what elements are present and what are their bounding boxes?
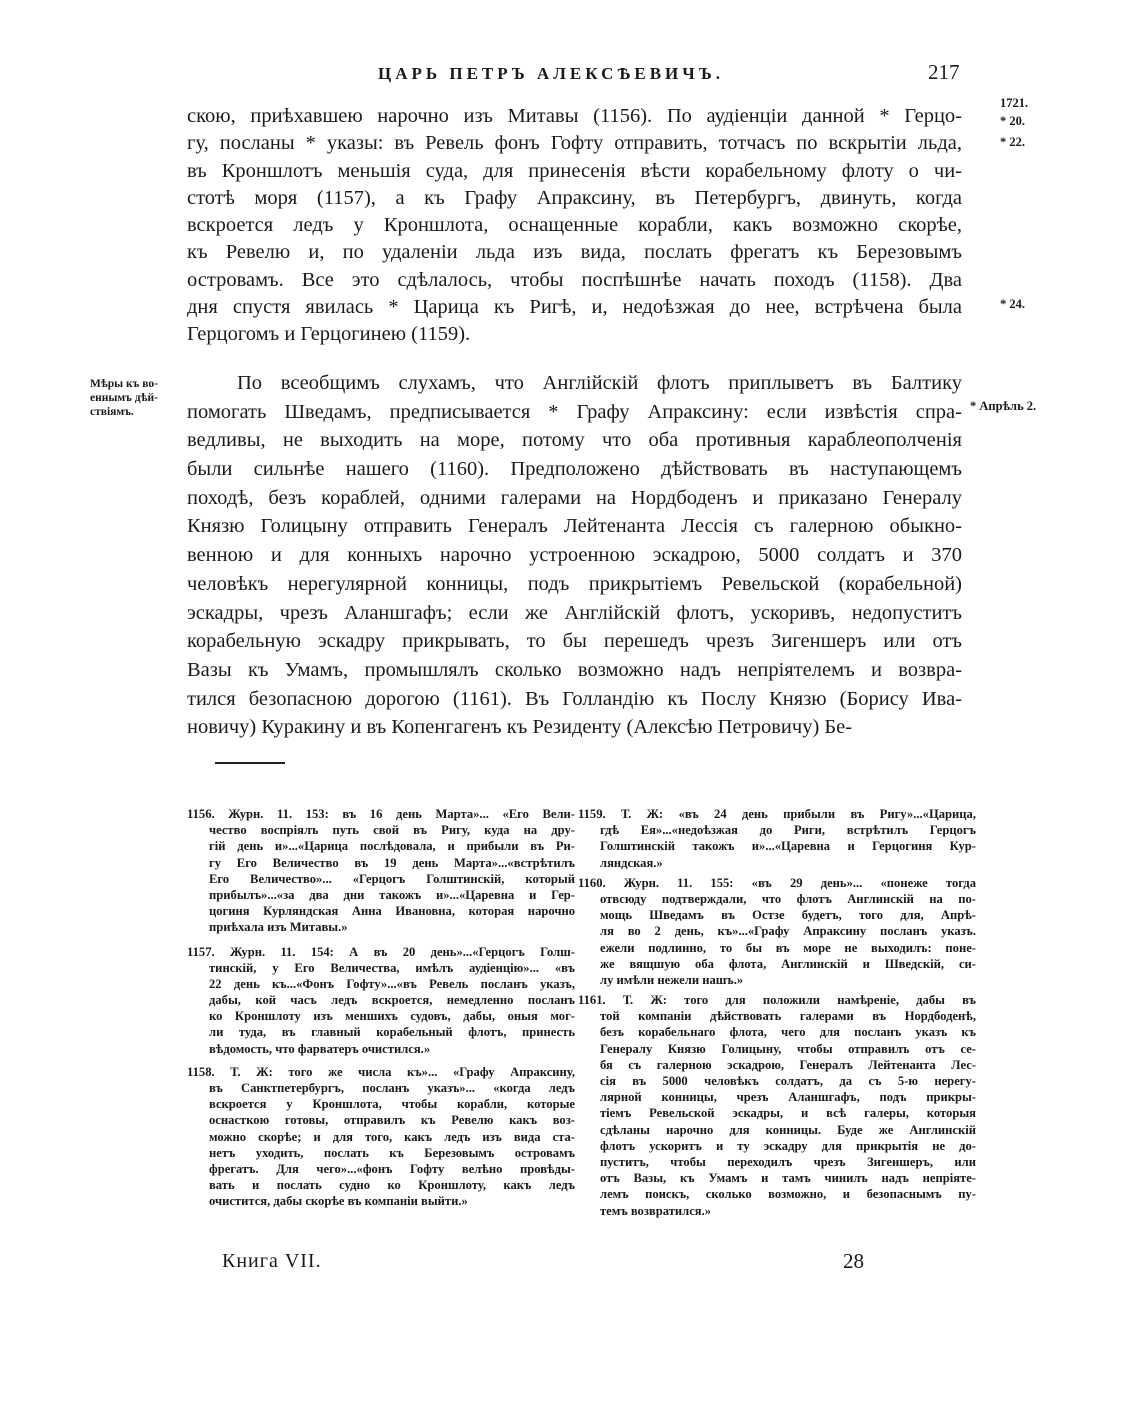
footnote-line: Его Величество»... «Герцогъ Голштинскій, который [209,871,575,886]
text-line: походѣ, безъ кораблей, одними галерами на Нордбоденъ и приказано Генералу [187,486,962,509]
text-line: Герцогомъ и Герцогинею (1159). [187,323,471,346]
footnote-line: 1156. Журн. 11. 153: въ 16 день Марта»... «Его Вели- [187,807,575,821]
footnote-line: лемъ поискъ, сколько возможно, и безопаснымъ пу- [600,1187,976,1202]
paragraph-1 [187,103,962,349]
footnote-line: цогиня Курляндская Анна Ивановна, которая нарочно [209,904,575,919]
text-line: человѣкъ нерегулярной конницы, подъ прикрытіемъ Ревельской (корабельной) [187,572,962,595]
footnotes-right-column [578,806,976,1219]
footer-signature: 28 [843,1249,864,1273]
page-number: 217 [928,60,960,84]
footnote-line: очистится, дабы скорѣе въ компаніи выйти.» [209,1194,468,1209]
footnote-line: ляндская.» [600,855,663,870]
text-line: эскадры, чрезъ Аланшгафъ; если же Англійскій флотъ, ускоривъ, недопуститъ [187,601,962,624]
text-line: новичу) Куракину и въ Копенгагенъ къ Резиденту (Алексѣю Петровичу) Бе- [187,716,853,739]
side-note-line: ствіямъ. [90,406,134,418]
footnote-line: 1157. Журн. 11. 154: А въ 20 день»...«Герцогъ Голш- [187,944,575,959]
footnote-line: мощь Шведамъ въ Остзе будетъ, того для, Апрѣ- [600,908,976,923]
text-line: тился безопасною дорогою (1161). Въ Голландію къ Послу Князю (Борису Ива- [187,687,962,710]
footnote-line: же вящшую оба флота, Англинскій и Шведскій, си- [600,956,976,971]
footnote-line: Генералу Князю Голицыну, чтобы отправилъ отъ се- [600,1041,976,1056]
footnote-line: ко Кроншлоту изъ меншихъ судовъ, дабы, оныя мог- [209,1009,575,1024]
text-line: къ Ревелю и, по удаленіи льда изъ вида, послать фрегатъ къ Березовымъ [187,241,962,264]
margin-date-year: 1721. [1000,96,1029,110]
footnote-line: лярной конницы, чрезъ Аланшгафъ, подъ прикры- [600,1090,976,1105]
footnote-line: въ Санктпетербургъ, посланъ указъ»... «когда ледъ [209,1081,575,1095]
footnote-line: сія въ 5000 человѣкъ солдатъ, да съ 5-ю нерегу- [600,1074,976,1088]
side-note-line: Мѣры къ во- [90,378,158,390]
footnote-1159 [578,806,976,871]
margin-date: * 22. [1000,135,1025,149]
footnote-line: лу имѣли нежели нашъ.» [600,972,744,987]
footnote-line: дабы, кой часъ ледъ вскроется, немедленно посланъ [209,993,575,1008]
footnote-line: отъ Вазы, къ Умамъ и тамъ чинилъ надъ непріяте- [600,1171,976,1186]
footnote-line: 1158. Т. Ж: того же числа къ»... «Графу Апраксину, [187,1064,575,1079]
footnote-line: сдѣланы нарочно для конницы. Буде же Англинскій [600,1122,976,1137]
footnote-line: 1160. Журн. 11. 155: «въ 29 день»... «понеже тогда [578,875,976,890]
footnote-line: гій день и»...«Царица послѣдовала, и прибыли въ Ри- [209,839,575,854]
text-line: По всеобщимъ слухамъ, что Англійскій флотъ приплыветъ въ Балтику [237,372,962,394]
footnote-1158 [187,1064,575,1210]
footnote-line: вать и послать судно ко Кроншлоту, какъ ледъ [209,1178,575,1193]
footnote-line: бя съ галерною эскадрою, Генералъ Лейтенанта Лес- [600,1057,976,1072]
footer-book-label: Книга VII. [222,1250,322,1272]
footnote-1161 [578,992,976,1219]
text-line: корабельную эскадру прикрывать, то бы перешедъ чрезъ Зигеншеръ или отъ [187,630,962,653]
footnote-line: вскроется у Кроншлота, чтобы корабли, которые [209,1097,575,1112]
text-line: Вазы къ Умамъ, промышлялъ сколько возможно надъ непріятелемъ и возвра- [187,658,962,681]
footnote-1160 [578,875,976,988]
footnote-line: темъ возвратился.» [600,1203,712,1218]
text-line: помогать Шведамъ, предписывается * Графу Апраксину: если извѣстія спра- [187,400,962,423]
footnote-line: можно скорѣе; и для того, какъ ледъ изъ вида ста- [209,1129,575,1144]
footnote-line: чество воспріялъ путь свой въ Ригу, куда на дру- [209,823,575,838]
footnote-line: 1161. Т. Ж: того для положили намѣреніе, дабы въ [578,993,976,1008]
footnote-line: флотъ ускоритъ и ту эскадру для прикрытія не до- [600,1138,976,1153]
margin-date: * 20. [1000,114,1025,128]
margin-date: * Апрѣль 2. [970,399,1037,413]
text-line: Князю Голицыну отправить Генералъ Лейтенанта Лессія съ галерною обыкно- [187,515,962,538]
text-line: гу, посланы * указы: въ Ревель фонъ Гофту отправить, тотчасъ по вскрытіи льда, [187,132,962,155]
side-note [90,377,200,419]
text-line: вскроется ледъ у Кроншлота, оснащенные корабли, какъ возможно скорѣе, [187,214,962,237]
footnote-line: отвсюду подтверждали, что флотъ Англинскій на по- [600,891,976,906]
footnote-line: гдѣ Ея»...«недоѣзжая до Риги, встрѣтилъ Герцогъ [600,823,976,838]
text-line: венною и для конныхъ нарочно устроенною эскадрою, 5000 солдатъ и 370 [187,544,962,567]
footnote-line: приѣхала изъ Митавы.» [209,920,348,935]
footnote-1156 [187,806,575,936]
footnote-line: той компаніи дѣйствовать галерами въ Нордбоденѣ, [600,1009,976,1024]
footnote-line: 22 день къ...«Фонъ Гофту»...«въ Ревель посланъ указъ, [209,976,575,991]
footnote-line: Голштинскій такожъ и»...«Царевна и Герцогиня Кур- [600,839,976,854]
running-head: ЦАРЬ ПЕТРЪ АЛЕКСѢЕВИЧЪ. [378,64,724,83]
text-line: островамъ. Все это сдѣлалось, чтобы поспѣшнѣе начать походъ (1158). Два [187,268,962,291]
side-note-line: еннымъ дѣй- [90,392,158,404]
footnote-line: ежели подлинно, то бы въ море не выходилъ: поне- [600,940,976,955]
text-line: ведливы, не выходить на море, потому что оба противныя караблеополченія [187,429,962,452]
footnote-line: безъ корабельнаго флота, чего для посланъ указъ къ [600,1025,976,1040]
text-line: стотѣ моря (1157), а къ Графу Апраксину, въ Петербургъ, двинуть, когда [187,186,962,209]
text-line: скою, приѣхавшею нарочно изъ Митавы (1156). По аудіенціи данной * Герцо- [187,105,962,127]
margin-date: * 24. [1000,297,1025,311]
text-line: были сильнѣе нашего (1160). Предположено дѣйствовать въ наступающемъ [187,458,962,481]
footnote-line: гу Его Величество въ 19 день Марта»...«встрѣтилъ [209,855,575,870]
footnotes-left-column [187,806,575,1210]
footnote-line: тіемъ Ревельской эскадры, и всѣ галеры, которыя [600,1106,976,1121]
footnote-line: ли туда, въ главный корабельный флотъ, принесть [209,1025,575,1040]
footnote-line: ля во 2 день, къ»...«Графу Апраксину посланъ указъ. [600,924,976,939]
footnote-line: вѣдомость, что фарватеръ очистился.» [209,1041,431,1056]
footnote-1157 [187,944,575,1057]
footnote-line: 1159. Т. Ж: «въ 24 день прибыли въ Ригу»...«Царица, [578,807,976,821]
text-line: дня спустя явилась * Царица къ Ригѣ, и, недоѣзжая до нее, встрѣчена была [187,296,962,319]
paragraph-2 [187,369,962,742]
footnote-line: нетъ уходить, послать къ Березовымъ островамъ [209,1145,575,1160]
footnote-line: фрегатъ. Для чего»...«фонъ Гофту велѣно провѣды- [209,1161,575,1176]
text-line: въ Кроншлотъ меньшія суда, для принесенія вѣсти корабельному флоту о чи- [187,159,962,182]
footnote-line: тинскій, у Его Величества, имѣлъ аудіенцію»... «въ [209,960,575,975]
footnote-separator [215,762,285,764]
footnote-line: пуститъ, чтобы переходилъ чрезъ Зигеншеръ, или [600,1154,976,1169]
footnote-line: прибылъ»...«за два дни такожъ и»...«Царевна и Гер- [209,887,575,902]
footnote-line: оснасткою готовы, отправилъ къ Ревелю какъ воз- [209,1113,575,1128]
